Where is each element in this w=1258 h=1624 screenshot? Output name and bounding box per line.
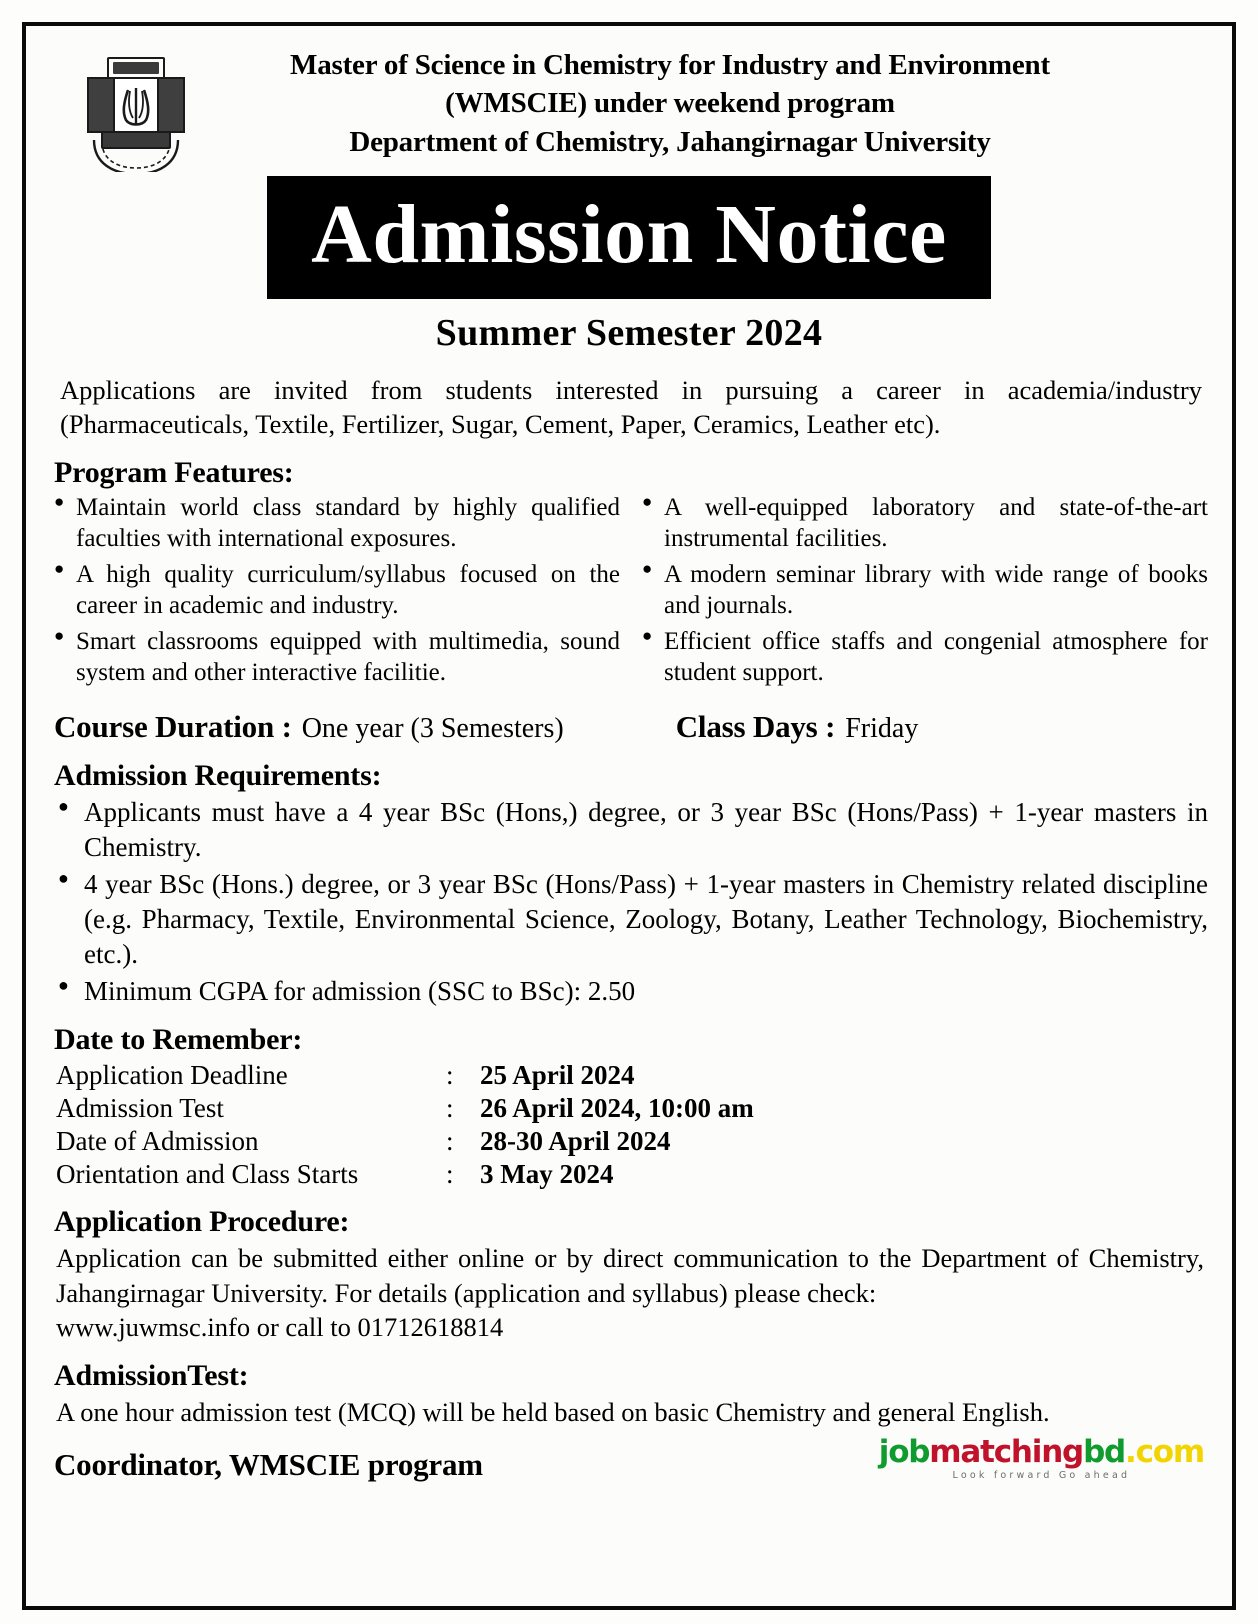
- date-label: Application Deadline: [56, 1060, 288, 1091]
- brand-part-com: .com: [1125, 1434, 1204, 1471]
- list-item: ● Maintain world class standard by highly qualified faculties with international exposures.: [50, 492, 620, 555]
- date-label: Date of Admission: [56, 1126, 259, 1157]
- list-item: ● Smart classrooms equipped with multimedia, sound system and other interactive facilitie.: [50, 626, 620, 689]
- admission-notice-banner: Admission Notice: [267, 176, 991, 299]
- date-colon: :: [446, 1159, 454, 1190]
- date-colon: :: [446, 1060, 454, 1091]
- header-title-block: [192, 42, 1208, 161]
- date-value: 3 May 2024: [480, 1159, 614, 1190]
- table-row: [56, 1125, 1208, 1158]
- application-procedure-body: Application can be submitted either online or by direct communication to the Department of Chemistry, Jahangirnagar University. For details (application and syllabus) please check:: [56, 1243, 1204, 1308]
- semester-subtitle: Summer Semester 2024: [435, 312, 823, 355]
- class-days-label: Class Days :: [675, 708, 836, 744]
- date-value: 25 April 2024: [480, 1060, 635, 1091]
- dates-to-remember-heading: Date to Remember:: [54, 1023, 303, 1057]
- date-value: 28-30 April 2024: [480, 1126, 671, 1157]
- brand-wordmark: [878, 1434, 1204, 1471]
- program-title-line2: (WMSCIE) under weekend program: [445, 87, 895, 120]
- course-duration-row: [50, 709, 1208, 745]
- brand-part-matching: matching: [929, 1434, 1084, 1471]
- list-item: ● Applicants must have a 4 year BSc (Hons,) degree, or 3 year BSc (Hons/Pass) + 1-year masters in Chemistry.: [50, 795, 1208, 865]
- application-contact-line[interactable]: www.juwmsc.info or call to 01712618814: [56, 1312, 504, 1343]
- course-duration-label: Course Duration :: [54, 708, 292, 744]
- program-features-left-column: [50, 492, 620, 693]
- date-value: 26 April 2024, 10:00 am: [480, 1093, 754, 1124]
- program-features-heading: Program Features:: [54, 455, 294, 489]
- program-features-left-list: [50, 492, 620, 689]
- banner-wrap: [50, 176, 1208, 299]
- jobmatchingbd-logo[interactable]: [878, 1434, 1208, 1483]
- intro-paragraph: Applications are invited from students interested in pursuing a career in academia/industry (Pharmaceuticals, Textile, Fertilizer, Sugar, Cement, Paper, Ceramics, Leather etc).: [60, 375, 1202, 440]
- document-header: [50, 36, 1208, 172]
- table-row: [56, 1092, 1208, 1125]
- date-colon: :: [446, 1093, 454, 1124]
- program-features-right-column: [638, 492, 1208, 693]
- footer-row: [50, 1429, 1208, 1483]
- table-row: [56, 1158, 1208, 1191]
- program-features-columns: [50, 492, 1208, 693]
- class-days-value: Friday: [845, 712, 919, 744]
- brand-part-job: job: [878, 1434, 930, 1471]
- university-crest-icon: [80, 44, 192, 172]
- coordinator-signature: Coordinator, WMSCIE program: [54, 1446, 483, 1482]
- program-title-line1: Master of Science in Chemistry for Industry and Environment: [290, 49, 1050, 81]
- page-border-frame: [22, 22, 1236, 1610]
- list-item: ● 4 year BSc (Hons.) degree, or 3 year BSc (Hons/Pass) + 1-year masters in Chemistry related discipline (e.g. Pharmacy, Textile, Environmental Science, Zoology, Botany, Leather Technology, Biochemistry, etc.).: [50, 867, 1208, 972]
- admission-test-heading: AdmissionTest:: [54, 1358, 249, 1392]
- dates-to-remember-table: [50, 1059, 1208, 1191]
- date-label: Orientation and Class Starts: [56, 1159, 359, 1190]
- application-procedure-heading: Application Procedure:: [54, 1205, 350, 1239]
- program-features-right-list: [638, 492, 1208, 689]
- list-item: ● A high quality curriculum/syllabus focused on the career in academic and industry.: [50, 559, 620, 622]
- admission-test-body: A one hour admission test (MCQ) will be held based on basic Chemistry and general English.: [56, 1396, 1050, 1427]
- list-item: ● A well-equipped laboratory and state-of-the-art instrumental facilities.: [638, 492, 1208, 555]
- list-item: ● Efficient office staffs and congenial atmosphere for student support.: [638, 626, 1208, 689]
- list-item: ● Minimum CGPA for admission (SSC to BSc): 2.50: [50, 974, 1208, 1009]
- date-colon: :: [446, 1126, 454, 1157]
- brand-part-bd: bd: [1083, 1434, 1126, 1471]
- table-row: [56, 1059, 1208, 1092]
- department-line: Department of Chemistry, Jahangirnagar University: [349, 125, 991, 158]
- admission-requirements-list: [50, 795, 1208, 1010]
- admission-requirements-heading: Admission Requirements:: [54, 758, 382, 792]
- list-item: ● A modern seminar library with wide range of books and journals.: [638, 559, 1208, 622]
- date-label: Admission Test: [56, 1093, 224, 1124]
- course-duration-value: One year (3 Semesters): [301, 712, 564, 744]
- brand-tagline: Look forward Go ahead: [952, 1470, 1131, 1482]
